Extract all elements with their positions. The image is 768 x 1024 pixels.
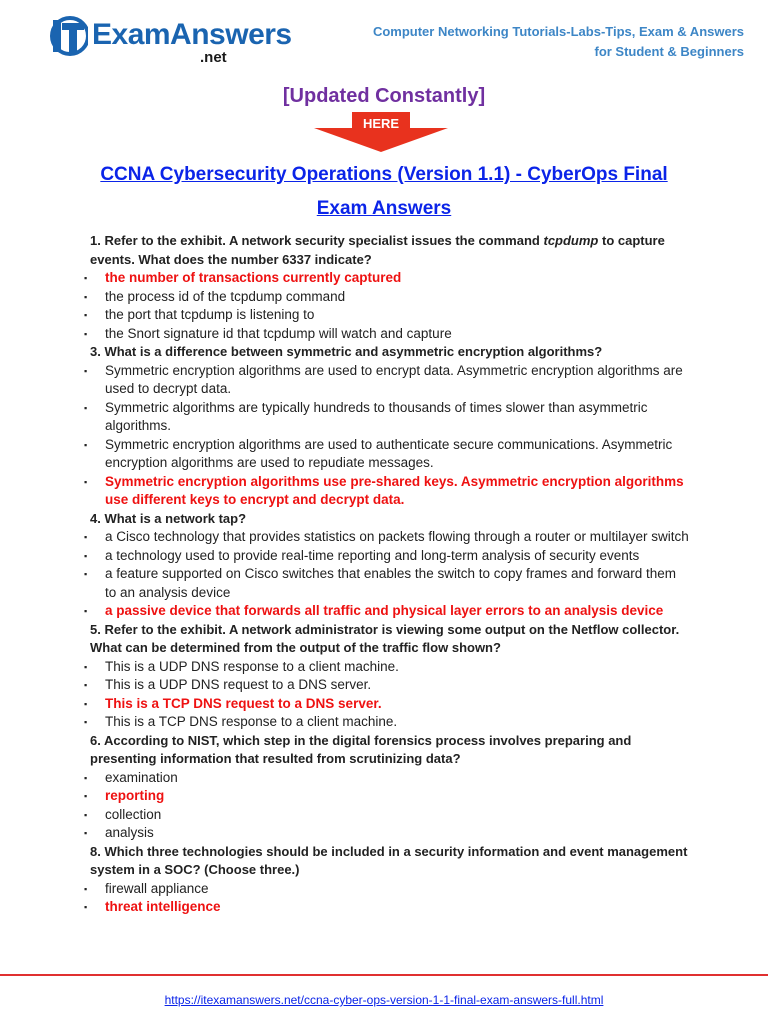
answer-text: This is a UDP DNS request to a DNS server. [105,677,372,692]
answer-text: the port that tcpdump is listening to [105,307,315,322]
answer-text: a passive device that forwards all traffic and physical layer errors to an analysis device [105,603,664,618]
bullet-icon: ▪ [84,828,88,838]
logo-text: ExamAnswers [92,18,292,51]
question-number: 1. [90,233,101,248]
bullet-icon: ▪ [84,328,88,339]
answer-options [84,880,690,917]
bullet-icon: ▪ [84,550,88,561]
answer-text: threat intelligence [105,899,221,914]
bullet-icon: ▪ [84,310,88,320]
bullet-icon: ▪ [84,698,88,709]
site-logo[interactable] [48,14,292,70]
correct-answer-option [84,695,690,714]
question-text [84,232,690,269]
answer-text: Symmetric encryption algorithms are used to encrypt data. Asymmetric encryption algorithms are used to decrypt data. [105,362,683,396]
bullet-icon: ▪ [84,809,88,820]
answer-text: examination [105,769,178,785]
question-body: Refer to the exhibit. A network administrator is viewing some output on the Netflow collector. What can be determined from the output of the traffic flow shown? [90,621,680,655]
answer-option [84,824,690,843]
bullet-icon: ▪ [84,661,88,672]
question-body: What is a difference between symmetric and asymmetric encryption algorithms? [104,344,603,359]
question-text [84,843,690,880]
answer-options [84,658,690,732]
question-list [84,232,690,917]
answer-option [84,658,690,677]
bullet-icon: ▪ [84,717,88,727]
answer-text: This is a TCP DNS request to a DNS server. [105,695,382,711]
bullet-icon: ▪ [84,883,88,894]
answer-option [84,436,690,473]
page-title[interactable]: CCNA Cybersecurity Operations (Version 1.1) - CyberOps Final Exam Answers [100,164,668,219]
answer-text: This is a TCP DNS response to a client machine. [105,714,398,729]
answer-option [84,676,690,695]
answer-option [84,769,690,788]
answer-option [84,806,690,825]
bullet-icon: ▪ [84,532,88,542]
question-text [84,510,690,529]
answer-options [84,269,690,343]
question-number: 8. [90,843,101,859]
answer-text: the number of transactions currently captured [105,270,402,285]
correct-answer-option [84,602,690,621]
answer-options [84,362,690,510]
answer-option [84,713,690,732]
answer-text: Symmetric encryption algorithms are used to authenticate secure communications. Asymmetric encryption algorithms are used to repudiate messages. [105,436,673,470]
bullet-icon: ▪ [84,365,88,376]
answer-text: a Cisco technology that provides statistics on packets flowing through a router or multilayer switch [105,529,689,544]
bullet-icon: ▪ [84,902,88,912]
answer-text: the process id of the tcpdump command [105,288,346,304]
question-text [84,343,690,362]
answer-text: Symmetric algorithms are typically hundreds to thousands of times slower than asymmetric algorithms. [105,399,648,433]
answer-text: a technology used to provide real-time reporting and long-term analysis of security events [105,547,640,563]
answer-option [84,399,690,436]
footer-url-link[interactable]: https://itexamanswers.net/ccna-cyber-ops-version-1-1-final-exam-answers-full.html [164,993,604,1007]
updated-banner: [Updated Constantly] [282,85,486,107]
answer-option [84,362,690,399]
answer-option [84,528,690,547]
question-body-end: to capture events. What does the number 6337 indicate? [90,233,665,267]
question-text [84,732,690,769]
bullet-icon: ▪ [84,680,88,690]
arrow-label: HERE [362,116,400,131]
answer-text: collection [105,806,162,822]
bullet-icon: ▪ [84,402,88,413]
question-number: 4. [90,510,101,526]
answer-options [84,528,690,621]
answer-option [84,880,690,899]
answer-option [84,565,690,602]
question-body: Which three technologies should be included in a security information and event management system in a SOC? (Choose three.) [90,843,688,877]
question-body: According to NIST, which step in the digital forensics process involves preparing and presenting information that resulted from scrutinizing data? [90,732,632,766]
answer-options [84,769,690,843]
answer-text: Symmetric encryption algorithms use pre-shared keys. Asymmetric encryption algorithms use different keys to encrypt and decrypt data. [105,473,684,507]
question-body: What is a network tap? [104,510,247,526]
answer-text: reporting [105,788,165,803]
answer-text: the Snort signature id that tcpdump will watch and capture [105,325,452,341]
site-tagline [373,22,744,62]
correct-answer-option [84,787,690,806]
answer-option [84,547,690,566]
bullet-icon: ▪ [84,273,88,283]
bullet-icon: ▪ [84,439,88,450]
answer-text: firewall appliance [105,880,209,896]
bullet-icon: ▪ [84,476,88,487]
answer-option [84,306,690,325]
page-header [0,0,768,72]
logo-suffix: .net [200,49,227,66]
question-number: 6. [90,732,101,748]
footer-divider [0,974,768,976]
bullet-icon: ▪ [84,791,88,801]
correct-answer-option [84,473,690,510]
correct-answer-option [84,269,690,288]
it-logo-icon [48,14,88,58]
question-text [84,621,690,658]
question-command: tcpdump [543,233,599,248]
question-body: Refer to the exhibit. A network security specialist issues the command [104,233,540,248]
bullet-icon: ▪ [84,569,88,579]
question-number: 3. [90,344,101,359]
bullet-icon: ▪ [84,291,88,302]
correct-answer-option [84,898,690,917]
answer-text: This is a UDP DNS response to a client machine. [105,658,399,674]
answer-option [84,288,690,307]
tagline-line-1: Computer Networking Tutorials-Labs-Tips, Exam & Answers [372,24,744,39]
question-number: 5. [90,621,101,637]
answer-text: analysis [105,825,154,840]
tagline-line-2: for Student & Beginners [594,44,744,59]
bullet-icon: ▪ [84,772,88,783]
bullet-icon: ▪ [84,606,88,616]
answer-text: a feature supported on Cisco switches that enables the switch to copy frames and forward them to an analysis device [105,566,677,600]
answer-option [84,325,690,344]
